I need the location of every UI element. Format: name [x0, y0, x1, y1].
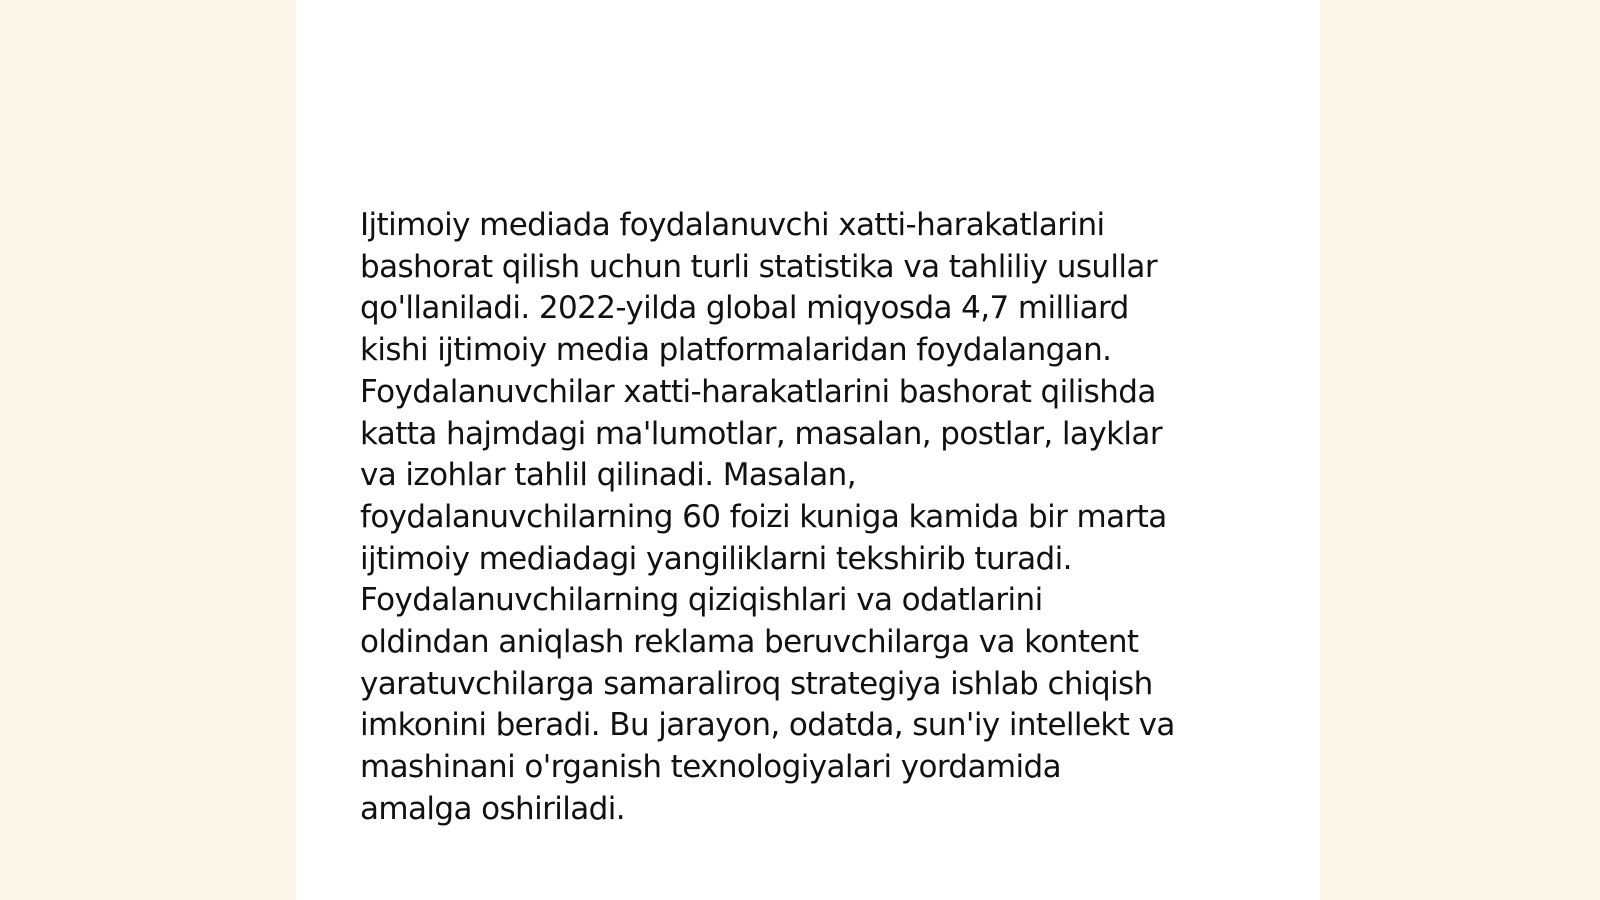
paragraph-line: amalga oshiriladi.	[360, 790, 626, 827]
paragraph-line: oldindan aniqlash reklama beruvchilarga va kontent	[360, 624, 1139, 661]
paragraph-line: foydalanuvchilarning 60 foizi kuniga kamida bir marta	[360, 498, 1167, 535]
body-paragraph	[360, 205, 1260, 831]
paragraph-line: va izohlar tahlil qilinadi. Masalan,	[360, 457, 856, 494]
document-page	[296, 0, 1320, 900]
paragraph-line: yaratuvchilarga samaraliroq strategiya ishlab chiqish	[360, 665, 1153, 702]
paragraph-line: qo'llaniladi. 2022-yilda global miqyosda 4,7 milliard	[360, 290, 1129, 327]
paragraph-line: Foydalanuvchilar xatti-harakatlarini bashorat qilishda	[360, 373, 1156, 410]
paragraph-line: katta hajmdagi ma'lumotlar, masalan, postlar, layklar	[360, 415, 1162, 452]
paragraph-line: ijtimoiy mediadagi yangiliklarni tekshirib turadi.	[360, 540, 1072, 577]
paragraph-line: imkonini beradi. Bu jarayon, odatda, sun'iy intellekt va	[360, 707, 1175, 744]
paragraph-line: mashinani o'rganish texnologiyalari yordamida	[360, 749, 1061, 786]
paragraph-line: Foydalanuvchilarning qiziqishlari va odatlarini	[360, 582, 1043, 619]
paragraph-line: bashorat qilish uchun turli statistika va tahliliy usullar	[360, 248, 1157, 285]
paragraph-line: Ijtimoiy mediada foydalanuvchi xatti-harakatlarini	[360, 207, 1105, 243]
paragraph-line: kishi ijtimoiy media platformalaridan foydalangan.	[360, 332, 1112, 369]
